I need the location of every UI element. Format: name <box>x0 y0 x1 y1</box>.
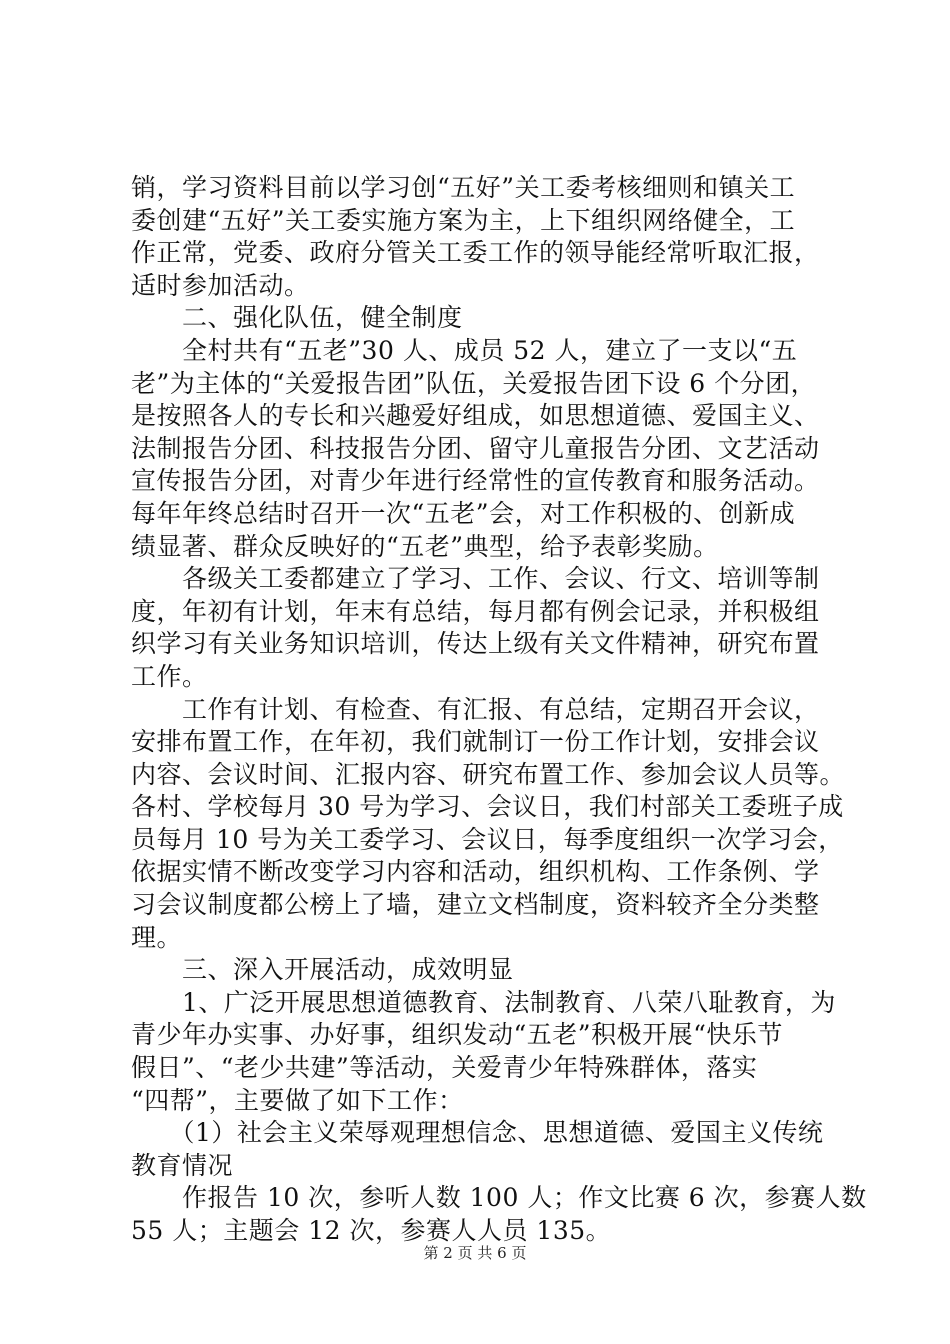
body-line: 假日”、“老少共建”等活动，关爱青少年特殊群体，落实 <box>131 1053 758 1083</box>
body-line: 习会议制度都公榜上了墙，建立文档制度，资料较齐全分类整 <box>131 890 820 920</box>
body-line: 委创建“五好”关工委实施方案为主，上下组织网络健全，工 <box>131 205 796 235</box>
section-heading: 三、深入开展活动，成效明显 <box>131 955 514 985</box>
body-line: 每年年终总结时召开一次“五老”会，对工作积极的、创新成 <box>131 498 796 528</box>
body-line: “四帮”，主要做了如下工作： <box>131 1085 464 1115</box>
body-line: 各村、学校每月 30 号为学习、会议日，我们村部关工委班子成 <box>131 792 844 822</box>
section-heading: 二、强化队伍，健全制度 <box>131 303 463 333</box>
body-line: 宣传报告分团，对青少年进行经常性的宣传教育和服务活动。 <box>131 466 820 496</box>
body-line: 绩显著、群众反映好的“五老”典型，给予表彰奖励。 <box>131 531 719 561</box>
body-line: 工作有计划、有检查、有汇报、有总结，定期召开会议， <box>131 694 820 724</box>
body-line: 作正常，党委、政府分管关工委工作的领导能经常听取汇报， <box>131 238 820 268</box>
body-line: 依据实情不断改变学习内容和活动，组织机构、工作条例、学 <box>131 857 820 887</box>
body-line: 工作。 <box>131 661 208 691</box>
document-body <box>131 172 867 1248</box>
body-line: 是按照各人的专长和兴趣爱好组成，如思想道德、爱国主义、 <box>131 401 820 431</box>
body-line: 老”为主体的“关爱报告团”队伍，关爱报告团下设 6 个分团， <box>131 368 817 398</box>
body-line: 安排布置工作，在年初，我们就制订一份工作计划，安排会议 <box>131 727 820 757</box>
body-line: 作报告 10 次，参听人数 100 人；作文比赛 6 次，参赛人数 <box>131 1183 867 1213</box>
body-line: 内容、会议时间、汇报内容、研究布置工作、参加会议人员等。 <box>131 759 846 789</box>
body-line: 1、广泛开展思想道德教育、法制教育、八荣八耻教育，为 <box>131 987 836 1017</box>
body-line: 销，学习资料目前以学习创“五好”关工委考核细则和镇关工 <box>131 173 796 202</box>
body-line: 度，年初有计划，年末有总结，每月都有例会记录，并积极组 <box>131 596 820 626</box>
body-line: 法制报告分团、科技报告分团、留守儿童报告分团、文艺活动 <box>131 433 820 463</box>
body-line: 理。 <box>131 922 183 952</box>
body-line: 全村共有“五老”30 人、成员 52 人，建立了一支以“五 <box>131 335 798 365</box>
body-line: 55 人；主题会 12 次，参赛人人员 135。 <box>131 1216 612 1245</box>
body-line: 教育情况 <box>131 1150 234 1180</box>
page-number-footer: 第 2 页 共 6 页 <box>423 1244 527 1262</box>
subsection-heading: （1）社会主义荣辱观理想信念、思想道德、爱国主义传统 <box>131 1118 824 1148</box>
body-line: 织学习有关业务知识培训，传达上级有关文件精神，研究布置 <box>131 629 820 659</box>
body-line: 适时参加活动。 <box>131 270 310 300</box>
body-line: 员每月 10 号为关工委学习、会议日，每季度组织一次学习会， <box>131 824 844 854</box>
body-line: 青少年办实事、办好事，组织发动“五老”积极开展“快乐节 <box>131 1020 783 1050</box>
body-line: 各级关工委都建立了学习、工作、会议、行文、培训等制 <box>131 564 820 594</box>
